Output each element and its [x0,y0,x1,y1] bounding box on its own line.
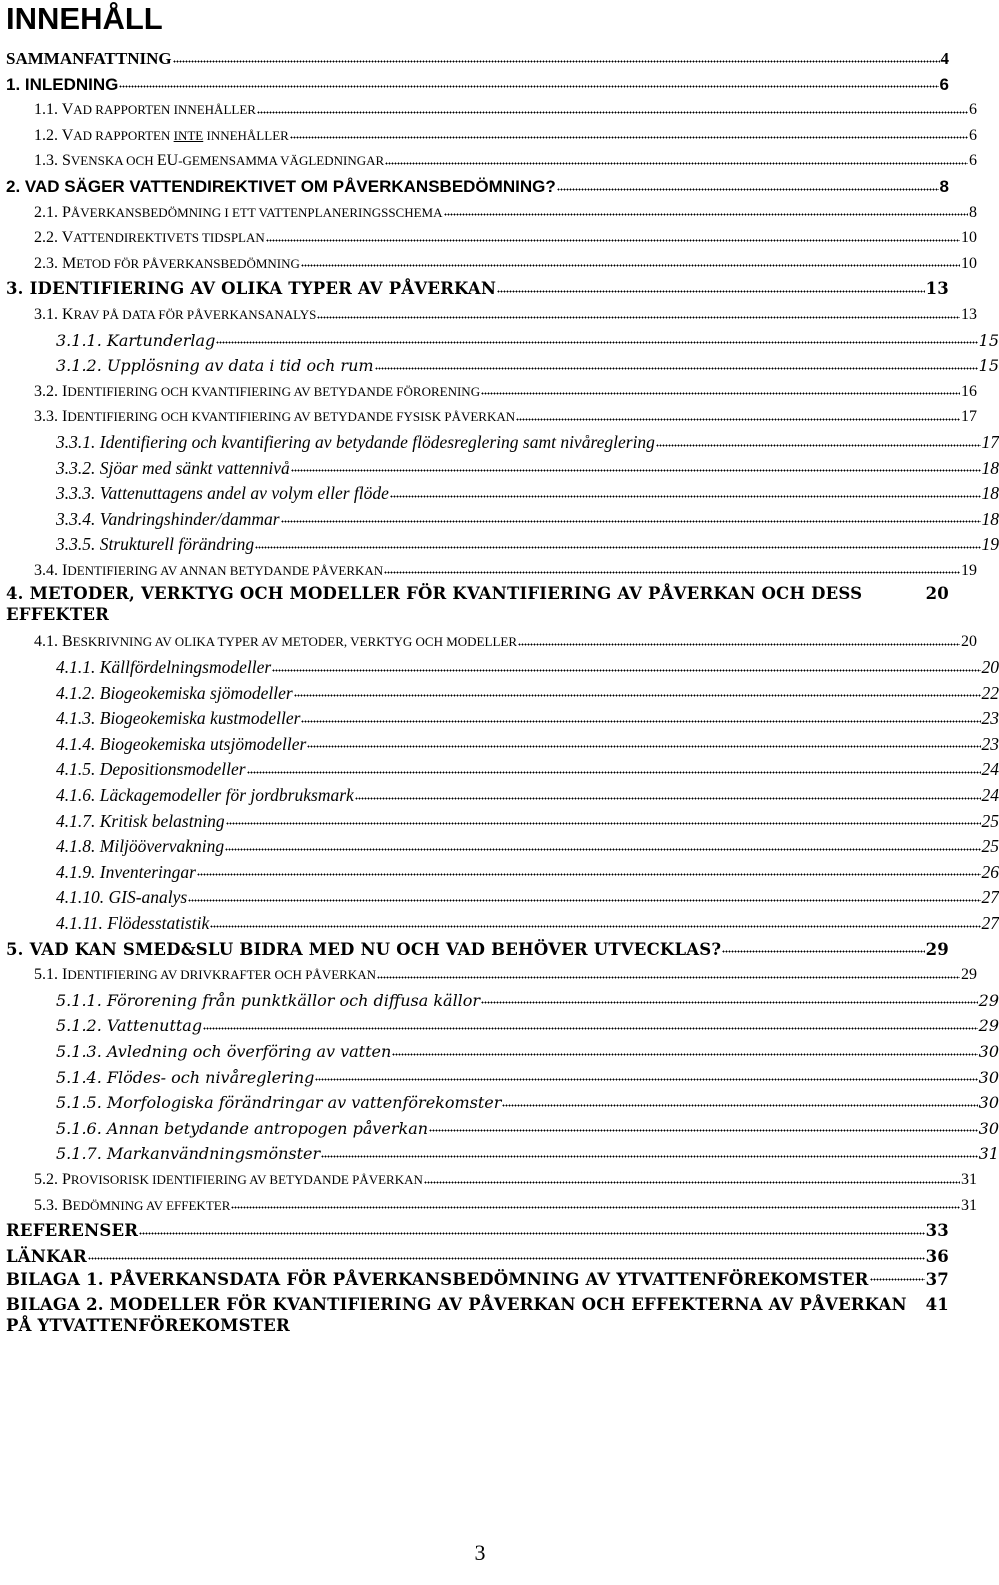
toc-entry-page: 20 [961,633,977,651]
toc-entry-page: 31 [961,1170,977,1188]
toc-entry-page: 31 [978,1144,999,1164]
toc-entry-number: 5.2. [34,1170,62,1188]
toc-entry[interactable] [0,328,999,354]
toc-entry-title: 4.1.4. Biogeokemiska utsjömodeller [56,733,307,754]
toc-entry[interactable] [0,72,949,98]
toc-entry-number: 4.1. [34,633,62,651]
toc-entry-page: 15 [978,356,999,376]
toc-entry[interactable] [0,302,977,328]
toc-entry-page: 30 [978,1093,999,1113]
toc-entry[interactable] [0,655,999,681]
toc-entry-page: 23 [981,733,999,754]
toc-entry-number: 5.3. [34,1196,62,1214]
toc-entry[interactable] [0,456,999,482]
toc-entry[interactable] [0,1039,999,1065]
toc-entry-number: 1.3. [34,152,62,170]
toc-entry-initial: P [62,1170,71,1188]
toc-entry[interactable] [0,200,977,226]
toc-entry-title [34,558,383,584]
toc-entry-page: 23 [981,708,999,729]
toc-entry-title [34,251,300,277]
toc-entry-page: 25 [981,810,999,831]
toc-entry-page: 29 [925,939,949,959]
toc-dot-leader [355,787,981,805]
toc-entry-title [34,225,265,251]
toc-entry-page: 27 [981,887,999,908]
toc-dot-leader [557,179,939,196]
toc-entry-text: VENSKA OCH [70,153,157,169]
toc-entry[interactable] [0,97,977,123]
toc-entry-page: 24 [981,785,999,806]
toc-entry-page: 20 [981,657,999,678]
toc-entry[interactable] [0,988,999,1014]
toc-entry-title: 5. VAD KAN SMED&SLU BIDRA MED NU OCH VAD BEHÖVER UTVECKLAS? [6,939,722,959]
toc-entry-title: 5.1.5. Morfologiska förändringar av vattenförekomster [56,1093,502,1113]
toc-entry-title: 3.3.4. Vandringshinder/dammar [56,508,280,529]
toc-entry-initial: V [61,126,74,144]
toc-dot-leader [88,1249,925,1266]
page-number: 3 [474,1540,486,1565]
toc-entry-title: 4.1.3. Biogeokemiska kustmodeller [56,708,301,729]
toc-dot-leader [481,384,960,400]
toc-entry-title: LÄNKAR [6,1246,87,1266]
toc-entry[interactable] [0,629,977,655]
toc-entry-text: ETOD FÖR PÅVERKANSBEDÖMNING [76,255,300,271]
toc-entry-title: BILAGA 1. PÅVERKANSDATA FÖR PÅVERKANSBEDÖMNING AV YTVATTENFÖREKOMSTER [6,1270,869,1290]
toc-entry-page: 20 [925,584,949,604]
toc-entry-page: 10 [961,229,977,247]
toc-dot-leader [722,942,924,959]
toc-entry-page: 13 [961,305,977,323]
toc-entry-number: 1.2. [34,126,62,144]
toc-entry-number: 2.3. [34,254,62,272]
toc-dot-leader [188,890,980,908]
toc-entry-title: 3. IDENTIFIERING AV OLIKA TYPER AV PÅVERKAN [6,279,497,299]
toc-dot-leader [281,511,981,529]
toc-entry-number: 1.1. [34,101,62,119]
toc-entry-page: 18 [981,457,999,478]
toc-entry-title: BILAGA 2. MODELLER FÖR KVANTIFIERING AV PÅVERKAN OCH EFFEKTERNA AV PÅVERKAN PÅ YTVATTENFÖREKOMSTER [6,1295,907,1336]
toc-entry[interactable] [0,481,999,507]
toc-entry-page: 22 [981,682,999,703]
toc-entry-initial: M [62,254,77,272]
toc-entry-initial: P [62,203,71,221]
toc-entry[interactable] [0,1090,999,1116]
toc-entry[interactable] [0,1141,999,1167]
toc-dot-leader [301,710,980,728]
toc-entry-title: 4.1.9. Inventeringar [56,861,196,882]
toc-dot-leader [502,1096,977,1112]
toc-dot-leader [385,154,968,170]
toc-dot-leader [315,1070,977,1086]
toc-entry-number: 5.1. [34,966,62,984]
toc-dot-leader [321,1147,977,1163]
toc-entry-initial: I [62,966,68,984]
toc-entry-text: ÅVERKANSBEDÖMNING I ETT VATTENPLANERINGSSCHEMA [70,204,443,220]
toc-entry-initial: S [62,152,71,170]
toc-entry-initial: B [62,1196,73,1214]
toc-entry-page: 30 [978,1118,999,1138]
toc-dot-leader [210,915,980,933]
toc-dot-leader [301,256,960,272]
toc-entry-title [34,962,376,988]
toc-dot-leader [173,51,940,68]
toc-dot-leader [384,563,960,579]
toc-entry[interactable] [0,706,999,732]
toc-entry-page: 33 [925,1221,949,1241]
toc-entry-text: DENTIFIERING OCH KVANTIFIERING AV BETYDANDE FÖRORENING [67,383,481,399]
toc-entry-title: 4.1.7. Kritisk belastning [56,810,225,831]
toc-entry-page: 41 [925,1295,949,1315]
toc-dot-leader [139,1223,924,1240]
toc-dot-leader [424,1173,960,1189]
toc-entry-emphasis: INTE [173,127,204,143]
toc-entry[interactable] [0,276,949,302]
toc-entry[interactable] [0,1013,999,1039]
toc-entry-title: 5.1.3. Avledning och överföring av vatten [56,1041,392,1061]
toc-entry-abbrev: EU [156,152,179,170]
toc-entry-page: 26 [981,861,999,882]
toc-entry-text: ATTENDIREKTIVETS TIDSPLAN [73,230,265,246]
toc-entry[interactable] [0,885,999,911]
toc-dot-leader [390,485,981,503]
toc-entry-page: 10 [961,254,977,272]
toc-entry[interactable] [0,404,977,430]
toc-entry-text: ESKRIVNING AV OLIKA TYPER AV METODER, VERKTYG OCH MODELLER [72,634,517,650]
toc-entry-title: 4.1.8. Miljöövervakning [56,836,225,857]
toc-entry-page: 24 [981,759,999,780]
toc-dot-leader [870,1270,925,1287]
toc-entry-title: 4.1.6. Läckagemodeller för jordbruksmark [56,785,354,806]
toc-entry[interactable] [0,809,999,835]
toc-entry-title: 4.1.10. GIS-analys [56,887,188,908]
toc-entry-title: 2. VAD SÄGER VATTENDIREKTIVET OM PÅVERKANSBEDÖMNING? [6,176,556,196]
toc-entry-page: 6 [969,126,977,144]
toc-entry[interactable] [0,783,999,809]
toc-entry[interactable] [0,174,949,200]
toc-entry-text-tail: -GEMENSAMMA VÄGLEDNINGAR [178,153,385,169]
toc-entry[interactable] [0,757,999,783]
toc-entry-title: 4. METODER, VERKTYG OCH MODELLER FÖR KVANTIFIERING AV PÅVERKAN OCH DESS EFFEKTER [6,584,863,625]
toc-entry-title [34,629,517,655]
toc-entry-title: 3.1.2. Upplösning av data i tid och rum [56,356,374,376]
toc-entry[interactable] [0,1294,949,1340]
toc-entry-title [34,148,384,174]
toc-entry-page: 6 [969,152,977,170]
toc-entry-page: 4 [940,49,949,68]
toc-entry[interactable] [0,1269,949,1294]
toc-entry-title: 5.1.2. Vattenuttag [56,1016,203,1036]
toc-entry-title [34,123,289,149]
toc-dot-leader [377,968,960,984]
toc-entry-page: 13 [925,279,949,299]
toc-entry-title: 3.3.3. Vattenuttagens andel av volym eller flöde [56,483,389,504]
toc-entry[interactable] [0,911,999,937]
toc-dot-leader [291,460,981,478]
toc-dot-leader [257,103,968,119]
toc-entry-text-tail: INNEHÅLLER [203,127,289,143]
toc-entry[interactable] [0,379,977,405]
toc-entry[interactable] [0,1065,999,1091]
toc-entry-text: ROVISORISK IDENTIFIERING AV BETYDANDE PÅVERKAN [70,1171,423,1187]
toc-entry-title: 5.1.1. Förorening från punktkällor och diffusa källor [56,990,481,1010]
toc-entry[interactable] [0,532,999,558]
toc-dot-leader [429,1121,978,1137]
toc-entry-page: 29 [961,966,977,984]
toc-entry-page: 27 [981,913,999,933]
toc-entry[interactable] [0,353,999,379]
toc-entry-title: 4.1.5. Depositionsmodeller [56,759,246,780]
toc-entry-page: 17 [961,408,977,426]
toc-entry[interactable] [0,732,999,758]
toc-entry-number: 3.1. [34,305,62,323]
toc-entry[interactable] [0,860,999,886]
toc-entry[interactable] [0,1193,977,1219]
toc-entry-title [34,1167,423,1193]
toc-entry-page: 8 [939,176,949,196]
toc-dot-leader [497,281,924,298]
toc-entry-title [34,404,515,430]
toc-entry[interactable] [0,1244,949,1270]
toc-entry-page: 15 [978,330,999,350]
toc-entry[interactable] [0,148,977,174]
toc-dot-leader [294,685,981,703]
toc-entry-title [34,97,256,123]
toc-entry-initial: K [62,305,74,323]
toc-entry[interactable] [0,558,977,584]
toc-entry-title: 3.3.2. Sjöar med sänkt vattennivå [56,457,290,478]
toc-entry-title: 5.1.4. Flödes- och nivåreglering [56,1067,315,1087]
toc-dot-leader [392,1045,977,1061]
toc-entry-number: 3.4. [34,561,62,579]
toc-entry-title: 4.1.1. Källfördelningsmodeller [56,657,272,678]
toc-entry-title: 5.1.6. Annan betydande antropogen påverkan [56,1118,429,1138]
toc-entry-page: 30 [978,1041,999,1061]
toc-entry-title: 3.1.1. Kartunderlag [56,330,216,350]
toc-entry-page: 31 [961,1196,977,1214]
toc-entry-title: 5.1.7. Markanvändningsmönster [56,1144,321,1164]
toc-entry-initial: I [62,408,68,426]
toc-entry-text: DENTIFIERING OCH KVANTIFIERING AV BETYDANDE FYSISK PÅVERKAN [67,409,516,425]
toc-entry[interactable] [0,251,977,277]
toc-entry[interactable] [0,430,999,456]
toc-entry-number: 2.1. [34,203,62,221]
toc-dot-leader [656,434,981,452]
toc-entry-text: AD RAPPORTEN INNEHÅLLER [73,102,256,118]
toc-entry-page: 6 [939,74,949,94]
toc-dot-leader [225,838,980,856]
toc-dot-leader [516,410,960,426]
toc-entry-title: REFERENSER [6,1221,139,1241]
toc-entry-initial: I [62,561,68,579]
toc-heading: INNEHÅLL [6,1,163,36]
toc-entry-initial: B [62,633,73,651]
toc-entry-title: 1. INLEDNING [6,74,119,94]
toc-entry-title: 3.3.1. Identifiering och kvantifiering av betydande flödesreglering samt nivåreglering [56,431,655,452]
toc-entry-text: DENTIFIERING AV ANNAN BETYDANDE PÅVERKAN [67,562,384,578]
toc-entry-title: 4.1.11. Flödesstatistik [56,913,210,933]
toc-entry-page: 36 [925,1246,949,1266]
toc-dot-leader [444,205,968,221]
toc-entry[interactable] [0,46,949,72]
toc-dot-leader [307,736,980,754]
toc-dot-leader [375,359,978,375]
toc-entry[interactable] [0,962,977,988]
toc-entry-page: 17 [981,431,999,452]
toc-dot-leader [317,308,960,324]
toc-entry[interactable] [0,834,999,860]
toc-entry[interactable] [0,1167,977,1193]
table-of-contents [0,46,999,1340]
toc-dot-leader [266,231,960,247]
toc-entry-initial: I [62,382,68,400]
toc-entry-text: EDÖMNING AV EFFEKTER [72,1197,231,1213]
toc-dot-leader [290,128,968,144]
toc-entry[interactable] [0,937,949,963]
toc-entry-title: 3.3.5. Strukturell förändring [56,534,255,555]
toc-dot-leader [272,659,980,677]
toc-dot-leader [119,76,938,93]
toc-entry-number: 3.3. [34,408,62,426]
toc-dot-leader [197,864,981,882]
toc-entry-page: 37 [925,1270,949,1290]
toc-entry-page: 29 [978,1016,999,1036]
toc-dot-leader [203,1019,978,1035]
toc-dot-leader [247,762,981,780]
toc-dot-leader [226,813,981,831]
toc-entry-page: 25 [981,836,999,857]
toc-entry-initial: V [61,229,74,247]
toc-entry[interactable] [0,225,977,251]
toc-entry-title [34,200,443,226]
toc-entry-text: RAV PÅ DATA FÖR PÅVERKANSANALYS [73,306,317,322]
toc-entry-text: DENTIFIERING AV DRIVKRAFTER OCH PÅVERKAN [67,967,376,983]
toc-entry-page: 8 [969,203,977,221]
toc-entry-page: 19 [961,561,977,579]
toc-entry-number: 3.2. [34,382,62,400]
toc-entry[interactable] [0,681,999,707]
toc-entry[interactable] [0,583,949,629]
toc-entry-page: 30 [978,1067,999,1087]
toc-entry-page: 6 [969,101,977,119]
toc-entry-text: AD RAPPORTEN [73,127,174,143]
toc-dot-leader [481,993,978,1009]
toc-entry-title [34,302,316,328]
toc-entry-title [34,379,480,405]
toc-dot-leader [255,536,980,554]
toc-entry-title [34,1193,230,1219]
toc-entry-title: SAMMANFATTNING [6,49,172,68]
toc-dot-leader [216,333,977,349]
toc-entry-title: 4.1.2. Biogeokemiska sjömodeller [56,682,293,703]
toc-entry-number: 2.2. [34,229,62,247]
toc-entry-page: 19 [981,534,999,555]
toc-entry-page: 16 [961,382,977,400]
toc-entry-page: 18 [981,508,999,529]
toc-entry-page: 29 [978,990,999,1010]
toc-entry[interactable] [0,1116,999,1142]
toc-entry-initial: V [61,101,74,119]
toc-entry-page: 18 [981,483,999,504]
toc-entry[interactable] [0,123,977,149]
toc-entry[interactable] [0,1218,949,1244]
toc-entry[interactable] [0,507,999,533]
toc-dot-leader [231,1198,960,1214]
toc-dot-leader [518,635,960,651]
